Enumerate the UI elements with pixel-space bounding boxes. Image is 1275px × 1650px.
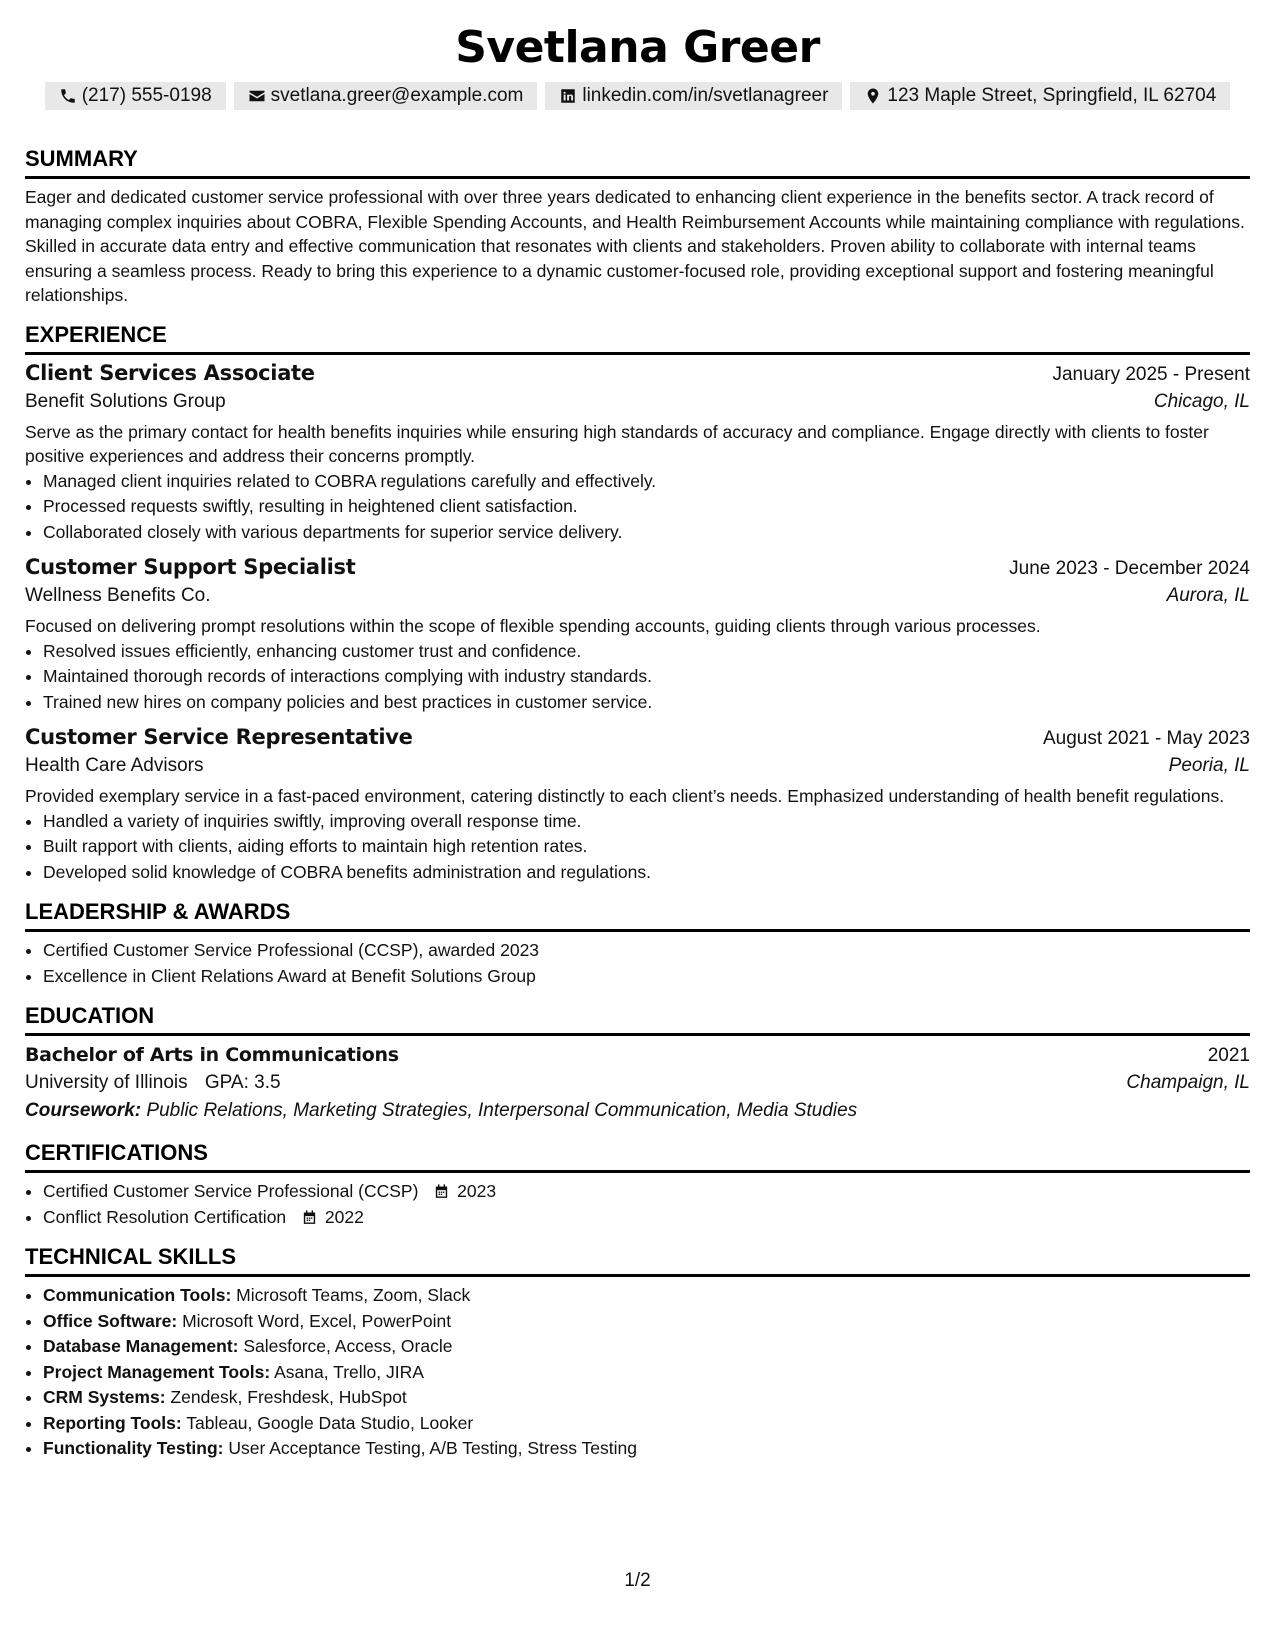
job-company: Wellness Benefits Co. <box>25 585 211 606</box>
list-item: • Processed requests swiftly, resulting in heightened client satisfaction. <box>43 494 1250 520</box>
job-title: Customer Support Specialist <box>25 555 356 579</box>
graduation-year: 2021 <box>1207 1045 1250 1066</box>
contact-phone-text: (217) 555-0198 <box>81 85 212 106</box>
skills-list <box>25 1283 1250 1462</box>
list-item <box>43 1334 1250 1360</box>
leadership-heading: LEADERSHIP & AWARDS <box>25 899 1250 932</box>
phone-icon <box>59 87 77 105</box>
list-item: • Certified Customer Service Professional (CCSP), awarded 2023 <box>43 938 1250 964</box>
list-item: • Handled a variety of inquiries swiftly, improving overall response time. <box>43 809 1250 835</box>
envelope-icon <box>248 87 266 105</box>
contact-linkedin-text: linkedin.com/in/svetlanagreer <box>582 85 829 106</box>
skill-value: Asana, Trello, JIRA <box>274 1361 424 1382</box>
summary-heading: SUMMARY <box>25 146 1250 179</box>
certification-name: Conflict Resolution Certification <box>43 1206 287 1227</box>
linkedin-icon <box>559 87 577 105</box>
contact-bar <box>25 82 1250 110</box>
job-dates: January 2025 - Present <box>1052 363 1250 385</box>
list-item: • Excellence in Client Relations Award at Benefit Solutions Group <box>43 964 1250 990</box>
skill-value: Microsoft Word, Excel, PowerPoint <box>182 1310 452 1331</box>
skill-label: Reporting Tools: <box>43 1412 182 1433</box>
map-pin-icon <box>864 87 882 105</box>
contact-address-text: 123 Maple Street, Springfield, IL 62704 <box>887 85 1217 106</box>
list-item: • Developed solid knowledge of COBRA benefits administration and regulations. <box>43 860 1250 886</box>
skills-section <box>25 1244 1250 1462</box>
certification-year: 2023 <box>457 1181 497 1201</box>
experience-heading: EXPERIENCE <box>25 322 1250 355</box>
contact-phone[interactable] <box>45 82 226 110</box>
list-item <box>43 1360 1250 1386</box>
job-bullets <box>25 469 1250 546</box>
contact-email[interactable] <box>234 82 538 110</box>
job-description: Provided exemplary service in a fast-paced environment, catering distinctly to each client’s needs. Emphasized understanding of health benefit regulations. <box>25 786 1225 806</box>
school-name: University of Illinois <box>25 1072 188 1093</box>
job-entry <box>25 555 1250 715</box>
education-heading: EDUCATION <box>25 1003 1250 1036</box>
gpa: GPA: 3.5 <box>204 1072 281 1093</box>
certifications-heading: CERTIFICATIONS <box>25 1140 1250 1173</box>
job-description: Serve as the primary contact for health benefits inquiries while ensuring high standards of accuracy and compliance. Engage directly with clients to foster positive experiences and address their concerns promptly. <box>25 421 1209 466</box>
skill-value: Microsoft Teams, Zoom, Slack <box>236 1285 471 1305</box>
list-item: • Maintained thorough records of interactions complying with industry standards. <box>43 664 1250 690</box>
list-item <box>43 1436 1250 1462</box>
skill-label: Communication Tools: <box>43 1285 232 1305</box>
skill-value: Salesforce, Access, Oracle <box>243 1336 453 1356</box>
summary-section <box>25 146 1250 308</box>
school-location: Champaign, IL <box>1126 1072 1250 1093</box>
job-description: Focused on delivering prompt resolutions within the scope of flexible spending accounts, guiding clients through various processes. <box>25 616 1041 636</box>
job-location: Peoria, IL <box>1168 755 1250 776</box>
list-item: • Resolved issues efficiently, enhancing customer trust and confidence. <box>43 639 1250 665</box>
experience-section <box>25 322 1250 886</box>
page-number: 1/2 <box>624 1570 651 1591</box>
job-location: Chicago, IL <box>1153 390 1250 412</box>
candidate-name: Svetlana Greer <box>455 22 820 73</box>
list-item <box>43 1179 1250 1205</box>
degree-title: Bachelor of Arts in Communications <box>25 1044 399 1066</box>
list-item: • Collaborated closely with various departments for superior service delivery. <box>43 520 1250 546</box>
summary-text: Eager and dedicated customer service professional with over three years dedicated to enhancing client experience in the benefits sector. A track record of managing complex inquiries about COBRA, Flexible Spending Accounts, and Health Reimbursement Accounts while maintaining compliance with regulations. Skilled in accurate data entry and effective communication that resonates with clients and stakeholders. Proven ability to collaborate with internal teams ensuring a seamless process. Ready to bring this experience to a dynamic customer-focused role, providing exceptional support and fostering meaningful relationships. <box>25 187 1245 305</box>
job-entry <box>25 361 1250 546</box>
list-item <box>43 1205 1250 1231</box>
list-item <box>43 1411 1250 1437</box>
certification-year: 2022 <box>324 1206 364 1227</box>
coursework-label: Coursework: <box>25 1100 142 1121</box>
coursework-list: Public Relations, Marketing Strategies, Interpersonal Communication, Media Studies <box>146 1100 858 1121</box>
leadership-section <box>25 899 1250 989</box>
certification-name: Certified Customer Service Professional (CCSP) <box>43 1181 419 1201</box>
leadership-list <box>25 938 1250 989</box>
skill-label: Functionality Testing: <box>43 1438 224 1458</box>
skill-label: Project Management Tools: <box>43 1361 271 1382</box>
contact-address <box>850 82 1230 110</box>
skills-heading: TECHNICAL SKILLS <box>25 1244 1250 1277</box>
skill-value: Zendesk, Freshdesk, HubSpot <box>170 1387 407 1407</box>
job-location: Aurora, IL <box>1166 585 1250 606</box>
skill-label: CRM Systems: <box>43 1387 166 1407</box>
skill-label: Office Software: <box>43 1310 178 1331</box>
job-bullets <box>25 809 1250 886</box>
skill-value: Tableau, Google Data Studio, Looker <box>186 1412 474 1433</box>
job-company: Benefit Solutions Group <box>25 390 226 412</box>
contact-linkedin[interactable] <box>545 82 842 110</box>
list-item: • Built rapport with clients, aiding efforts to maintain high retention rates. <box>43 834 1250 860</box>
list-item: • Managed client inquiries related to COBRA regulations carefully and effectively. <box>43 469 1250 495</box>
list-item <box>43 1283 1250 1309</box>
certifications-section <box>25 1140 1250 1230</box>
job-title: Customer Service Representative <box>25 725 413 749</box>
list-item <box>43 1309 1250 1335</box>
job-entry <box>25 725 1250 885</box>
job-company: Health Care Advisors <box>25 755 204 776</box>
job-dates: August 2021 - May 2023 <box>1042 728 1250 749</box>
contact-email-text: svetlana.greer@example.com <box>270 85 524 106</box>
skill-value: User Acceptance Testing, A/B Testing, Stress Testing <box>228 1438 637 1458</box>
job-bullets <box>25 639 1250 716</box>
calendar-icon <box>433 1183 450 1200</box>
list-item: • Trained new hires on company policies and best practices in customer service. <box>43 690 1250 716</box>
education-section <box>25 1003 1250 1122</box>
list-item <box>43 1385 1250 1411</box>
skill-label: Database Management: <box>43 1336 239 1356</box>
job-title: Client Services Associate <box>25 360 315 385</box>
coursework <box>25 1100 1250 1122</box>
certifications-list <box>25 1179 1250 1230</box>
calendar-icon <box>301 1209 318 1226</box>
job-dates: June 2023 - December 2024 <box>1009 558 1250 579</box>
resume-page <box>25 0 1250 1462</box>
